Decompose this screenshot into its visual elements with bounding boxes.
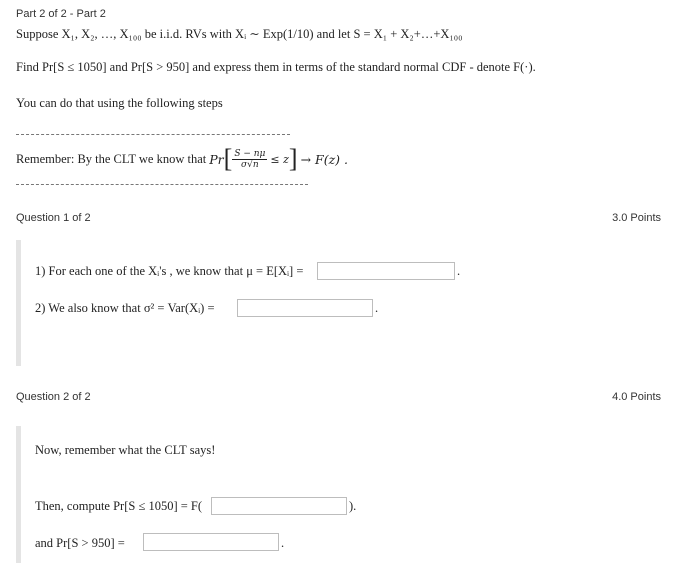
problem-statement: Suppose X₁, X₂, …, X₁₀₀ be i.i.d. RVs with Xᵢ ∼ Exp(1/10) and let S = X₁ + X₂+…+X₁₀₀: [16, 27, 463, 41]
clt-reminder: [16, 144, 348, 174]
mu-answer-input[interactable]: [317, 262, 455, 280]
clt-pr: Pr: [209, 151, 224, 167]
part-label: Part 2 of 2 - Part 2: [16, 8, 106, 20]
question2-points: 4.0 Points: [612, 391, 661, 403]
q1-item2-tail: .: [375, 301, 379, 315]
cdf-argument-input[interactable]: [211, 497, 347, 515]
q1-item2-text: 2) We also know that σ² = Var(Xᵢ) =: [35, 301, 215, 315]
steps-intro: You can do that using the following steps: [16, 96, 223, 110]
prob-greater-input[interactable]: [143, 533, 279, 551]
q2-intro: Now, remember what the CLT says!: [35, 443, 216, 457]
left-bracket-icon: [: [223, 144, 233, 173]
problem-task: Find Pr[S ≤ 1050] and Pr[S > 950] and express them in terms of the standard normal CDF - denote F(·).: [16, 60, 536, 74]
clt-numerator: S − nμ: [234, 148, 266, 159]
question1-points: 3.0 Points: [612, 212, 661, 224]
divider-top: [16, 134, 290, 135]
question2-box: [16, 426, 666, 563]
q1-item1-text: 1) For each one of the Xᵢ's , we know that μ = E[Xᵢ] =: [35, 264, 304, 278]
q2-and-text: and Pr[S > 950] =: [35, 536, 125, 550]
clt-reminder-prefix: Remember: By the CLT we know that: [16, 151, 207, 166]
question1-title: Question 1 of 2: [16, 212, 91, 224]
variance-answer-input[interactable]: [237, 299, 373, 317]
clt-denominator: σ√n: [241, 159, 259, 170]
question1-box: [16, 240, 666, 366]
q2-compute-text: Then, compute Pr[S ≤ 1050] = F(: [35, 499, 203, 513]
question2-title: Question 2 of 2: [16, 391, 91, 403]
q1-item1-tail: .: [457, 264, 461, 278]
clt-le-z: ≤ z: [270, 152, 289, 166]
q2-compute-tail: ).: [349, 499, 357, 513]
divider-bottom: [16, 184, 308, 185]
clt-suffix: → F(z) .: [300, 151, 348, 167]
q2-and-tail: .: [281, 536, 285, 550]
right-bracket-icon: ]: [288, 144, 298, 173]
clt-fraction: [232, 149, 267, 170]
